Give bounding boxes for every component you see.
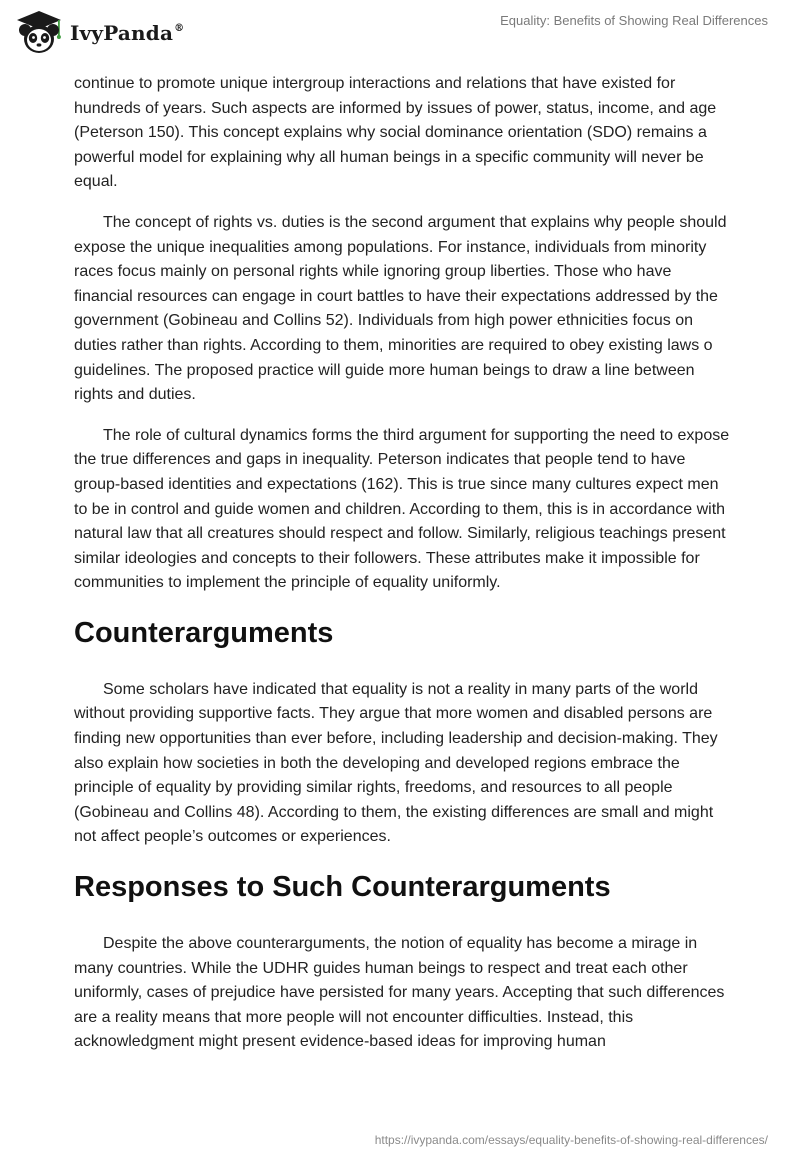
essay-body (74, 72, 734, 1071)
running-title: Equality: Benefits of Showing Real Differences (500, 13, 768, 28)
paragraph-sdo: continue to promote unique intergroup interactions and relations that have existed for hundreds of years. Such aspects are informed by issues of power, status, income, and age (Peterson 150). This concept explains why social dominance orientation (SDO) remains a powerful model for explaining why all human beings in a specific community will never be equal. (74, 75, 717, 191)
page-header (0, 0, 800, 64)
panda-graduate-icon (14, 8, 64, 58)
ivypanda-logo[interactable] (14, 8, 184, 58)
source-url[interactable]: https://ivypanda.com/essays/equality-benefits-of-showing-real-differences/ (374, 1133, 768, 1147)
paragraph-cultural-dynamics: The role of cultural dynamics forms the third argument for supporting the need to expose the true differences and gaps in inequality. Peterson indicates that people tend to have group-based identities and expectations (162). This is true since many cultures expect men to be in control and guide women and children. According to them, this is in accordance with natural law that all creatures should respect and follow. Similarly, religious teachings present similar ideologies and concepts to their followers. These attributes make it impossible for communities to implement the principle of equality uniformly. (74, 426, 730, 592)
paragraph-counterarguments: Some scholars have indicated that equality is not a reality in many parts of the world without providing supportive facts. They argue that more women and disabled persons are finding new opportunities than ever before, including leadership and decision-making. They also explain how societies in both the developing and developed regions embrace the principle of equality by providing similar rights, freedoms, and resources to all people (Gobineau and Collins 48). According to them, the existing differences are small and might not affect people’s outcomes or experiences. (74, 680, 718, 846)
paragraph-responses: Despite the above counterarguments, the notion of equality has become a mirage in many countries. While the UDHR guides human beings to respect and treat each other uniformly, cases of prejudice have persisted for many years. Accepting that such differences are a reality means that more people will not encounter difficulties. Instead, this acknowledgment might present evidence-based ideas for improving human (74, 935, 725, 1051)
heading-responses: Responses to Such Counterarguments (74, 871, 611, 904)
paragraph-rights-duties: The concept of rights vs. duties is the second argument that explains why people should expose the unique inequalities among populations. For instance, individuals from minority races focus mainly on personal rights while ignoring group liberties. Those who have financial resources can engage in court battles to have their expectations addressed by the government (Gobineau and Collins 52). Individuals from high power ethnicities focus on duties rather than rights. According to them, minorities are required to obey existing laws o guidelines. The proposed practice will guide more human beings to draw a line between rights and duties. (74, 213, 727, 404)
registered-mark: ® (174, 23, 185, 34)
heading-counterarguments: Counterarguments (74, 616, 334, 649)
logo-text: IvyPanda (70, 21, 174, 45)
